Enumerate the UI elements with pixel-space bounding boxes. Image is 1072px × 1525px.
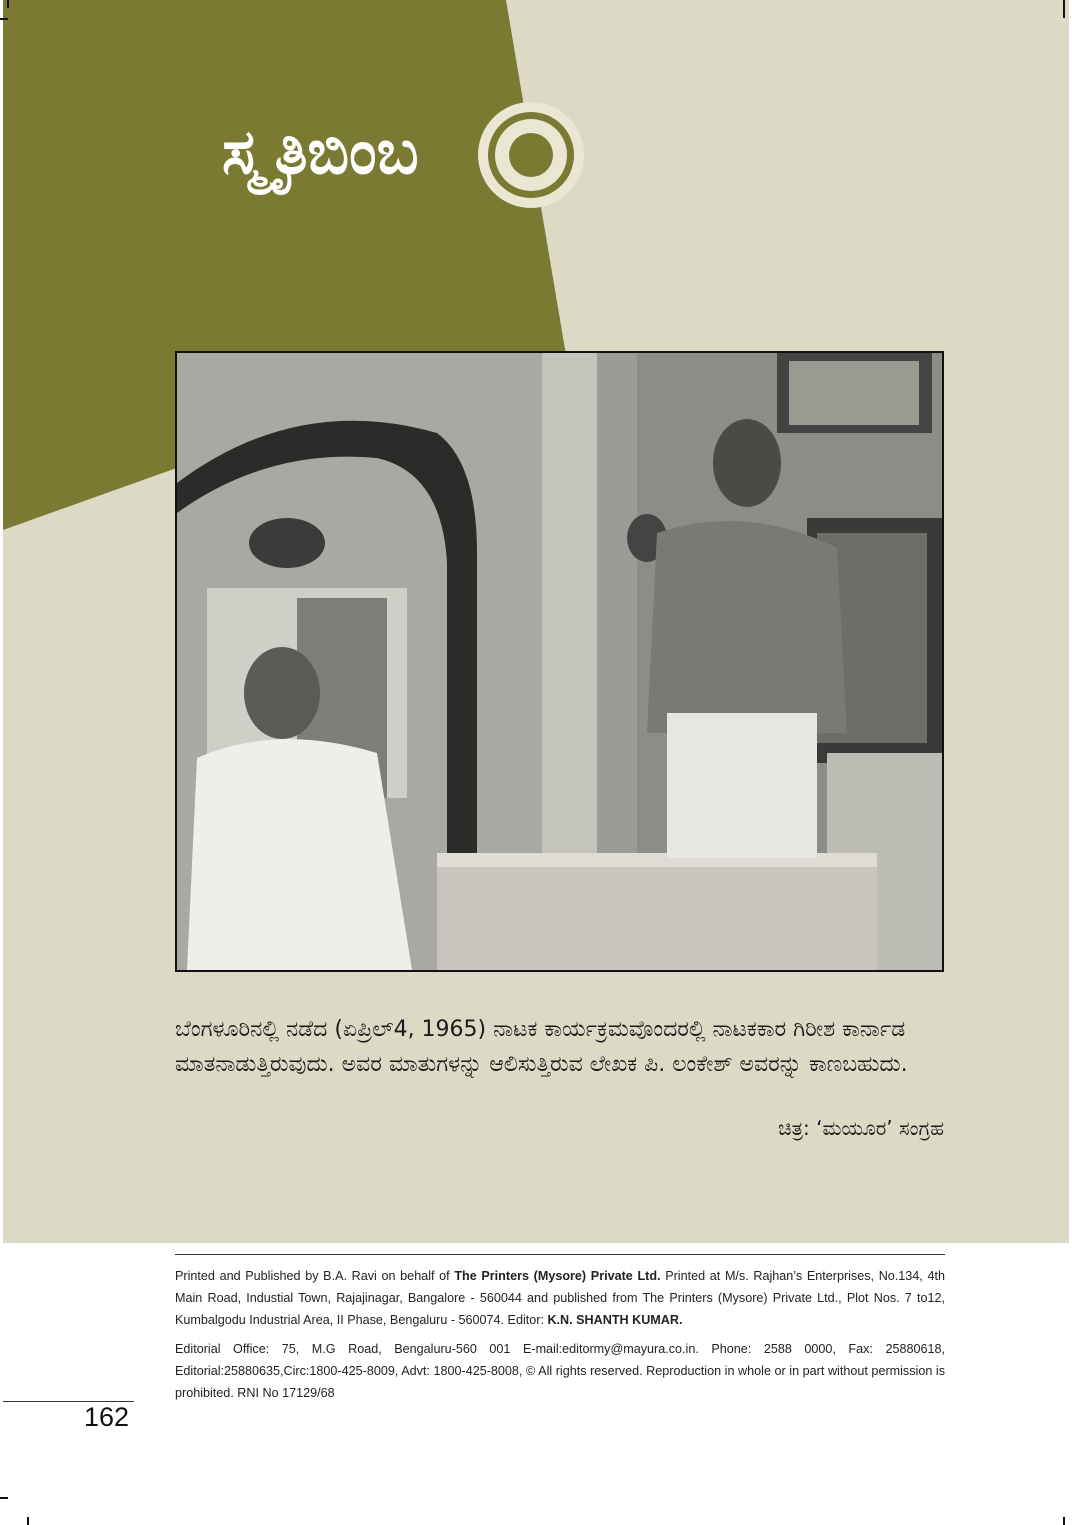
crop-mark <box>1063 1517 1065 1525</box>
photo-credit: ಚಿತ್ರ: ‘ಮಯೂರ’ ಸಂಗ್ರಹ <box>778 1116 944 1140</box>
imprint-editor: K.N. SHANTH KUMAR. <box>547 1313 683 1327</box>
crop-mark <box>7 0 9 8</box>
crop-mark <box>1063 0 1065 18</box>
section-title: ಸ್ಮೃತಿಬಿಂಬ <box>222 115 419 188</box>
archival-photograph <box>175 351 944 972</box>
target-ring-icon <box>476 100 586 210</box>
imprint-printer-details <box>175 1265 945 1331</box>
imprint-office-details: Editorial Office: 75, M.G Road, Bengaluru-560 001 E-mail:editormy@mayura.co.in. Phone: 2588 0000, Fax: 25880618, Editorial:25880635,Circ:1800-425-8009, Advt: 1800-425-8008, © All rights reserved. Reproduction in whole or in part without permission is prohibited. RNI No 17129/68 <box>175 1342 945 1400</box>
crop-mark <box>0 1497 8 1499</box>
page-number: 162 <box>84 1402 130 1432</box>
photo-caption: ಬೆಂಗಳೂರಿನಲ್ಲಿ ನಡೆದ (ಏಪ್ರಿಲ್4, 1965) ನಾಟಕ ಕಾರ್ಯಕ್ರಮವೊಂದರಲ್ಲಿ ನಾಟಕಕಾರ ಗಿರೀಶ ಕಾರ್ನಾಡ ಮಾತನಾಡುತ್ತಿರುವುದು. ಅವರ ಮಾತುಗಳನ್ನು ಆಲಿಸುತ್ತಿರುವ ಲೇಖಕ ಪಿ. ಲಂಕೇಶ್ ಅವರನ್ನು ಕಾಣಬಹುದು. <box>175 1017 908 1077</box>
crop-mark <box>27 1517 29 1525</box>
imprint-company: The Printers (Mysore) Private Ltd. <box>454 1269 661 1283</box>
crop-mark <box>0 18 8 20</box>
photograph-image <box>177 353 942 970</box>
imprint-text-2: Printed at M/s. Rajhan’s Enterprises, No.134, 4th Main Road, Industial Town, Rajajinagar, Bangalore - 560044 and published from The Printers (Mysore) Private Ltd., Plot Nos. 7 to12, Kumbalgodu Industrial Area, II Phase, Bengaluru - 560074. Editor: <box>175 1269 945 1327</box>
imprint-text-1: Printed and Published by B.A. Ravi on behalf of <box>175 1269 455 1283</box>
imprint-divider <box>175 1254 945 1255</box>
